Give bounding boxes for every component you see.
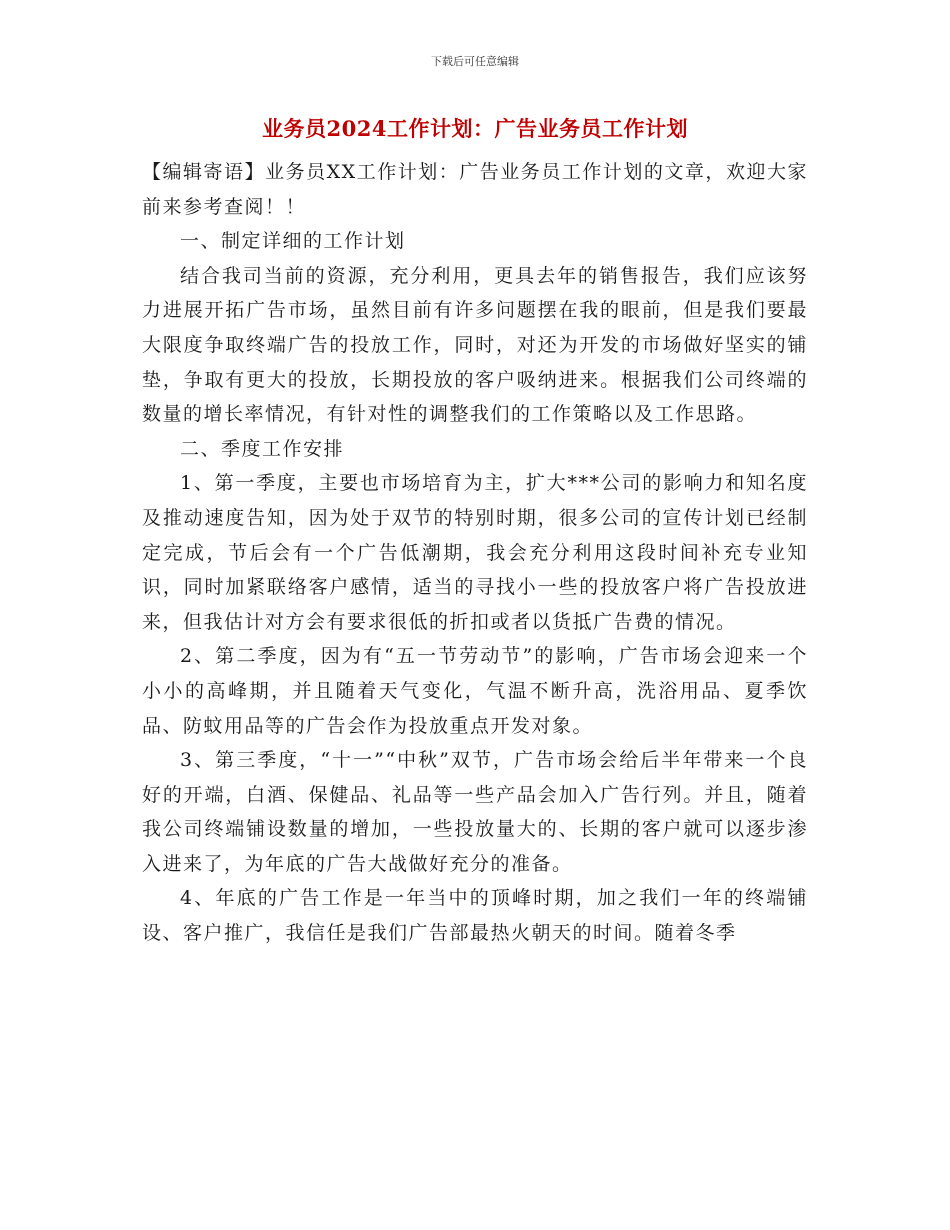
header-note: 下载后可任意编辑 xyxy=(431,55,519,68)
paragraph: 3、第三季度，“十一”“中秋”双节，广告市场会给后半年带来一个良好的开端，白酒、保健品、礼品等一些产品会加入广告行列。并且，随着我公司终端铺设数量的增加，一些投放量大的、长期的客户就可以逐步渗入进来了，为年底的广告大战做好充分的准备。 xyxy=(142,749,808,875)
paragraph-editor-note: 【编辑寄语】业务员XX工作计划：广告业务员工作计划的文章，欢迎大家前来参考查阅！！ xyxy=(142,161,808,218)
paragraph: 结合我司当前的资源，充分利用，更具去年的销售报告，我们应该努力进展开拓广告市场，虽然目前有许多问题摆在我的眼前，但是我们要最大限度争取终端广告的投放工作，同时，对还为开发的市场做好坚实的铺垫，争取有更大的投放，长期投放的客户吸纳进来。根据我们公司终端的数量的增长率情况，有针对性的调整我们的工作策略以及工作思路。 xyxy=(142,264,808,426)
paragraph: 4、年底的广告工作是一年当中的顶峰时期，加之我们一年的终端铺设、客户推广，我信任是我们广告部最热火朝天的时间。随着冬季 xyxy=(142,887,808,945)
paragraph: 2、第二季度，因为有“五一节劳动节”的影响，广告市场会迎来一个小小的高峰期，并且随着天气变化，气温不断升高，洗浴用品、夏季饮品、防蚊用品等的广告会作为投放重点开发对象。 xyxy=(142,645,808,737)
paragraph: 1、第一季度，主要也市场培育为主，扩大***公司的影响力和知名度及推动速度告知，因为处于双节的特别时期，很多公司的宣传计划已经制定完成，节后会有一个广告低潮期，我会充分利用这段时间补充专业知识，同时加紧联络客户感情，适当的寻找小一些的投放客户将广告投放进来，但我估计对方会有要求很低的折扣或者以货抵广告费的情况。 xyxy=(142,472,808,633)
document-body xyxy=(142,155,808,951)
section-heading-2: 二、季度工作安排 xyxy=(180,437,345,460)
document-title: 业务员2024工作计划：广告业务员工作计划 xyxy=(262,116,688,141)
section-heading-1: 一、制定详细的工作计划 xyxy=(180,230,406,253)
